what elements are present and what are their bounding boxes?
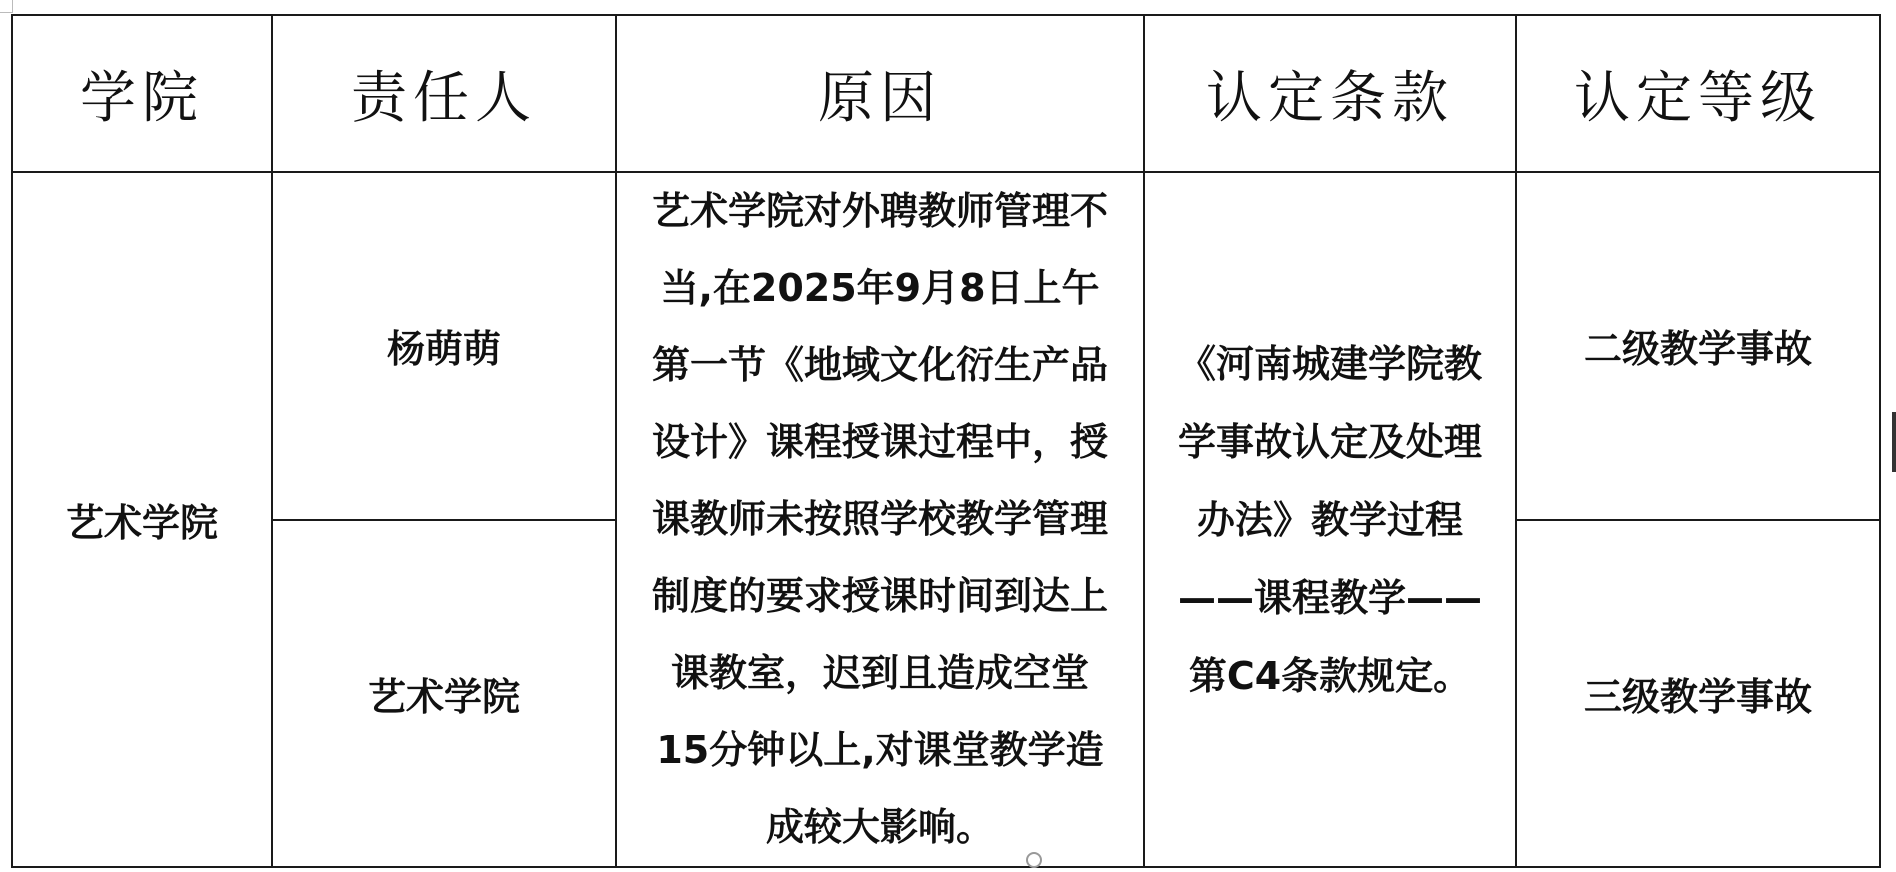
header-reason: 原因 <box>616 15 1144 172</box>
reason-text: 艺术学院对外聘教师管理不当,在2025年9月8日上午第一节《地域文化衍生产品设计》课程授课过程中，授课教师未按照学校教学管理制度的要求授课时间到达上课教室，迟到且造成空堂15分钟以上,对课堂教学造成较大影响。 <box>651 189 1108 849</box>
table-row <box>12 172 1880 520</box>
anchor-icon <box>1026 852 1042 868</box>
cell-reason <box>616 172 1144 867</box>
cell-level-2: 三级教学事故 <box>1516 520 1880 868</box>
clause-text: 《河南城建学院教学事故认定及处理办法》教学过程——课程教学——第C4条款规定。 <box>1177 341 1482 698</box>
cell-responsible-1: 杨萌萌 <box>272 172 616 520</box>
cell-level-1: 二级教学事故 <box>1516 172 1880 520</box>
header-level: 认定等级 <box>1516 15 1880 172</box>
header-row <box>12 15 1880 172</box>
scroll-edge-mark <box>1892 412 1896 472</box>
page-corner-mark <box>0 0 13 13</box>
header-responsible: 责任人 <box>272 15 616 172</box>
cell-responsible-2: 艺术学院 <box>272 520 616 868</box>
header-college: 学院 <box>12 15 272 172</box>
header-clause: 认定条款 <box>1144 15 1516 172</box>
cell-clause <box>1144 172 1516 867</box>
incident-table <box>11 14 1881 868</box>
cell-college: 艺术学院 <box>12 172 272 867</box>
